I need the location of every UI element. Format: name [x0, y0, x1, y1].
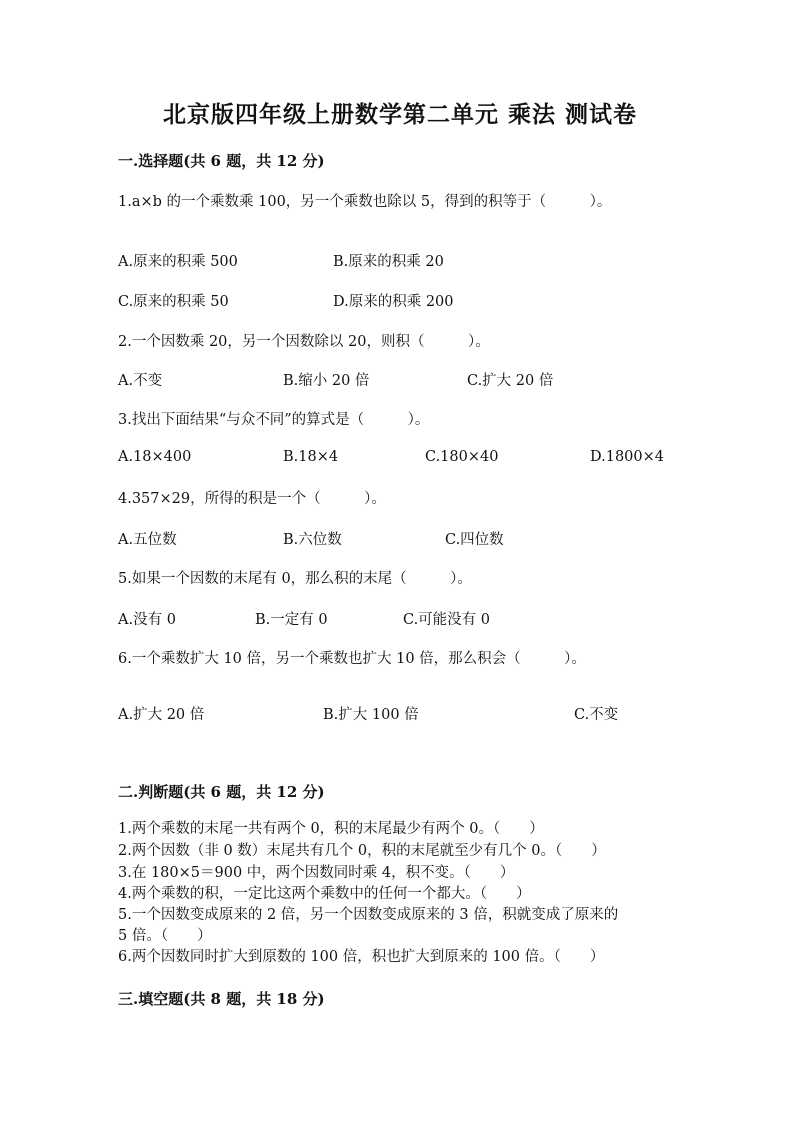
question-3: 3.找出下面结果“与众不同”的算式是（ ）。 [118, 412, 430, 428]
question-1: 1.a×b 的一个乘数乘 100，另一个乘数也除以 5，得到的积等于（ ）。 [118, 194, 612, 210]
judgment-item-2: 2.两个因数（非 0 数）末尾共有几个 0，积的末尾就至少有几个 0。（ ） [118, 843, 606, 859]
question-4: 4.357×29，所得的积是一个（ ）。 [118, 491, 386, 507]
option-1a: A.原来的积乘 500 [118, 254, 238, 270]
option-2b: B.缩小 20 倍 [283, 373, 370, 389]
section-heading-fill: 三.填空题(共 8 题，共 18 分) [118, 990, 325, 1008]
option-1b: B.原来的积乘 20 [333, 254, 444, 270]
option-3c: C.180×40 [425, 449, 499, 465]
option-1c: C.原来的积乘 50 [118, 294, 229, 310]
page-title: 北京版四年级上册数学第二单元 乘法 测试卷 [162, 101, 637, 128]
option-1d: D.原来的积乘 200 [333, 294, 454, 310]
option-4a: A.五位数 [118, 532, 177, 548]
question-6: 6.一个乘数扩大 10 倍，另一个乘数也扩大 10 倍，那么积会（ ）。 [118, 651, 586, 667]
option-6b: B.扩大 100 倍 [323, 707, 419, 723]
option-6c: C.不变 [574, 707, 619, 723]
option-5b: B.一定有 0 [255, 612, 328, 628]
option-2a: A.不变 [118, 373, 163, 389]
judgment-item-3: 3.在 180×5＝900 中，两个因数同时乘 4，积不变。（ ） [118, 865, 515, 881]
option-5a: A.没有 0 [118, 612, 176, 628]
option-4b: B.六位数 [283, 532, 342, 548]
question-5: 5.如果一个因数的末尾有 0，那么积的末尾（ ）。 [118, 571, 472, 587]
judgment-item-1: 1.两个乘数的末尾一共有两个 0，积的末尾最少有两个 0。（ ） [118, 821, 544, 837]
option-3d: D.1800×4 [590, 449, 664, 465]
judgment-item-5: 5.一个因数变成原来的 2 倍，另一个因数变成原来的 3 倍，积就变成了原来的 [118, 907, 619, 923]
option-5c: C.可能没有 0 [403, 612, 491, 628]
judgment-item-4: 4.两个乘数的积，一定比这两个乘数中的任何一个都大。（ ） [118, 886, 531, 902]
option-4c: C.四位数 [445, 532, 504, 548]
option-3b: B.18×4 [283, 449, 339, 465]
judgment-item-5-cont: 5 倍。（ ） [118, 928, 212, 944]
option-2c: C.扩大 20 倍 [467, 373, 554, 389]
option-6a: A.扩大 20 倍 [118, 707, 205, 723]
section-heading-judgment: 二.判断题(共 6 题，共 12 分) [118, 783, 325, 801]
judgment-item-6: 6.两个因数同时扩大到原数的 100 倍，积也扩大到原来的 100 倍。（ ） [118, 949, 605, 965]
question-2: 2.一个因数乘 20，另一个因数除以 20，则积（ ）。 [118, 334, 490, 350]
section-heading-choice: 一.选择题(共 6 题，共 12 分) [118, 152, 325, 170]
option-3a: A.18×400 [118, 449, 192, 465]
